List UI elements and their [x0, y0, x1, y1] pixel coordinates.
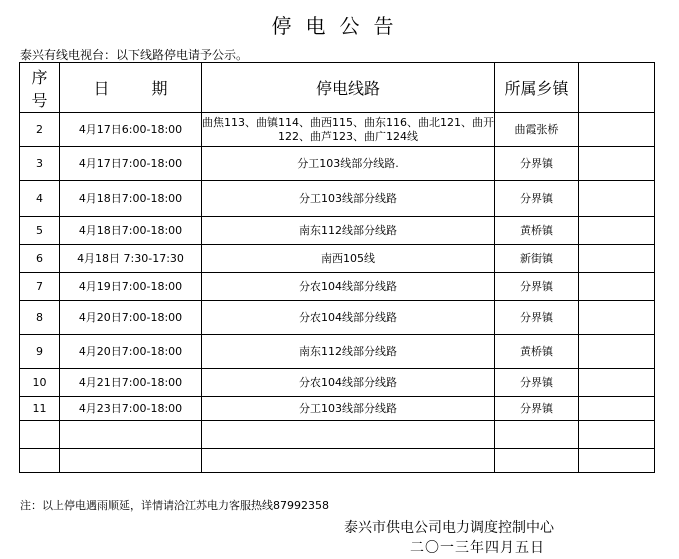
- cell-town: 新街镇: [495, 245, 579, 273]
- table-row: [20, 147, 655, 181]
- cell-no: 7: [20, 273, 60, 301]
- header-line: 停电线路: [202, 63, 495, 113]
- cell-line: 分农104线部分线路: [202, 301, 495, 335]
- table-row: [20, 301, 655, 335]
- cell-no: 9: [20, 335, 60, 369]
- header-town: 所属乡镇: [495, 63, 579, 113]
- cell-extra: [579, 449, 655, 473]
- cell-town: 分界镇: [495, 181, 579, 217]
- cell-date: [60, 421, 202, 449]
- cell-town: 曲霞张桥: [495, 113, 579, 147]
- table-row: [20, 273, 655, 301]
- cell-date: 4月18日7:00-18:00: [60, 217, 202, 245]
- cell-no: [20, 449, 60, 473]
- cell-no: 2: [20, 113, 60, 147]
- cell-date: 4月20日7:00-18:00: [60, 301, 202, 335]
- cell-town: 黄桥镇: [495, 335, 579, 369]
- cell-date: 4月17日6:00-18:00: [60, 113, 202, 147]
- cell-no: [20, 421, 60, 449]
- cell-line: 分农104线部分线路: [202, 273, 495, 301]
- cell-extra: [579, 113, 655, 147]
- table-row: [20, 421, 655, 449]
- cell-extra: [579, 273, 655, 301]
- cell-town: 分界镇: [495, 369, 579, 397]
- table-row: [20, 449, 655, 473]
- cell-line: 南东112线部分线路: [202, 217, 495, 245]
- cell-date: 4月23日7:00-18:00: [60, 397, 202, 421]
- cell-extra: [579, 301, 655, 335]
- cell-extra: [579, 397, 655, 421]
- cell-no: 5: [20, 217, 60, 245]
- cell-line: [202, 421, 495, 449]
- cell-no: 10: [20, 369, 60, 397]
- cell-town: 分界镇: [495, 273, 579, 301]
- cell-date: 4月18日 7:30-17:30: [60, 245, 202, 273]
- cell-town: 分界镇: [495, 397, 579, 421]
- cell-line: 分工103线部分线路.: [202, 147, 495, 181]
- cell-date: 4月20日7:00-18:00: [60, 335, 202, 369]
- cell-line: 分农104线部分线路: [202, 369, 495, 397]
- cell-extra: [579, 335, 655, 369]
- table-row: [20, 397, 655, 421]
- cell-line: [202, 449, 495, 473]
- table-header-row: [20, 63, 655, 113]
- cell-line: 分工103线部分线路: [202, 397, 495, 421]
- cell-line: 南西105线: [202, 245, 495, 273]
- signature: 泰兴市供电公司电力调度控制中心: [344, 520, 554, 536]
- header-no: 序 号: [20, 63, 60, 113]
- page-title: 停电公告: [271, 14, 408, 38]
- cell-line: 南东112线部分线路: [202, 335, 495, 369]
- header-date: 日 期: [60, 63, 202, 113]
- cell-extra: [579, 421, 655, 449]
- outage-table: [19, 62, 655, 473]
- cell-extra: [579, 245, 655, 273]
- cell-date: 4月21日7:00-18:00: [60, 369, 202, 397]
- cell-date: 4月19日7:00-18:00: [60, 273, 202, 301]
- cell-no: 6: [20, 245, 60, 273]
- cell-date: 4月18日7:00-18:00: [60, 181, 202, 217]
- cell-no: 4: [20, 181, 60, 217]
- cell-line: 分工103线部分线路: [202, 181, 495, 217]
- cell-town: 黄桥镇: [495, 217, 579, 245]
- cell-date: 4月17日7:00-18:00: [60, 147, 202, 181]
- sign-date: 二〇一三年四月五日: [410, 540, 545, 556]
- table-row: [20, 181, 655, 217]
- cell-town: 分界镇: [495, 147, 579, 181]
- cell-no: 11: [20, 397, 60, 421]
- cell-extra: [579, 369, 655, 397]
- header-extra: [579, 63, 655, 113]
- cell-date: [60, 449, 202, 473]
- intro-text: 泰兴有线电视台：以下线路停电请予公示。: [20, 48, 249, 62]
- cell-no: 8: [20, 301, 60, 335]
- cell-town: 分界镇: [495, 301, 579, 335]
- cell-town: [495, 421, 579, 449]
- cell-extra: [579, 217, 655, 245]
- table-row: [20, 245, 655, 273]
- footnote: 注：以上停电遇雨顺延，详情请洽江苏电力客服热线87992358: [20, 499, 329, 512]
- table-row: [20, 369, 655, 397]
- cell-line: 曲焦113、曲镇114、曲西115、曲东116、曲北121、曲开122、曲芦123、曲广124线: [202, 113, 495, 147]
- table-row: [20, 335, 655, 369]
- cell-extra: [579, 181, 655, 217]
- table-row: [20, 217, 655, 245]
- cell-town: [495, 449, 579, 473]
- table-row: [20, 113, 655, 147]
- cell-no: 3: [20, 147, 60, 181]
- cell-extra: [579, 147, 655, 181]
